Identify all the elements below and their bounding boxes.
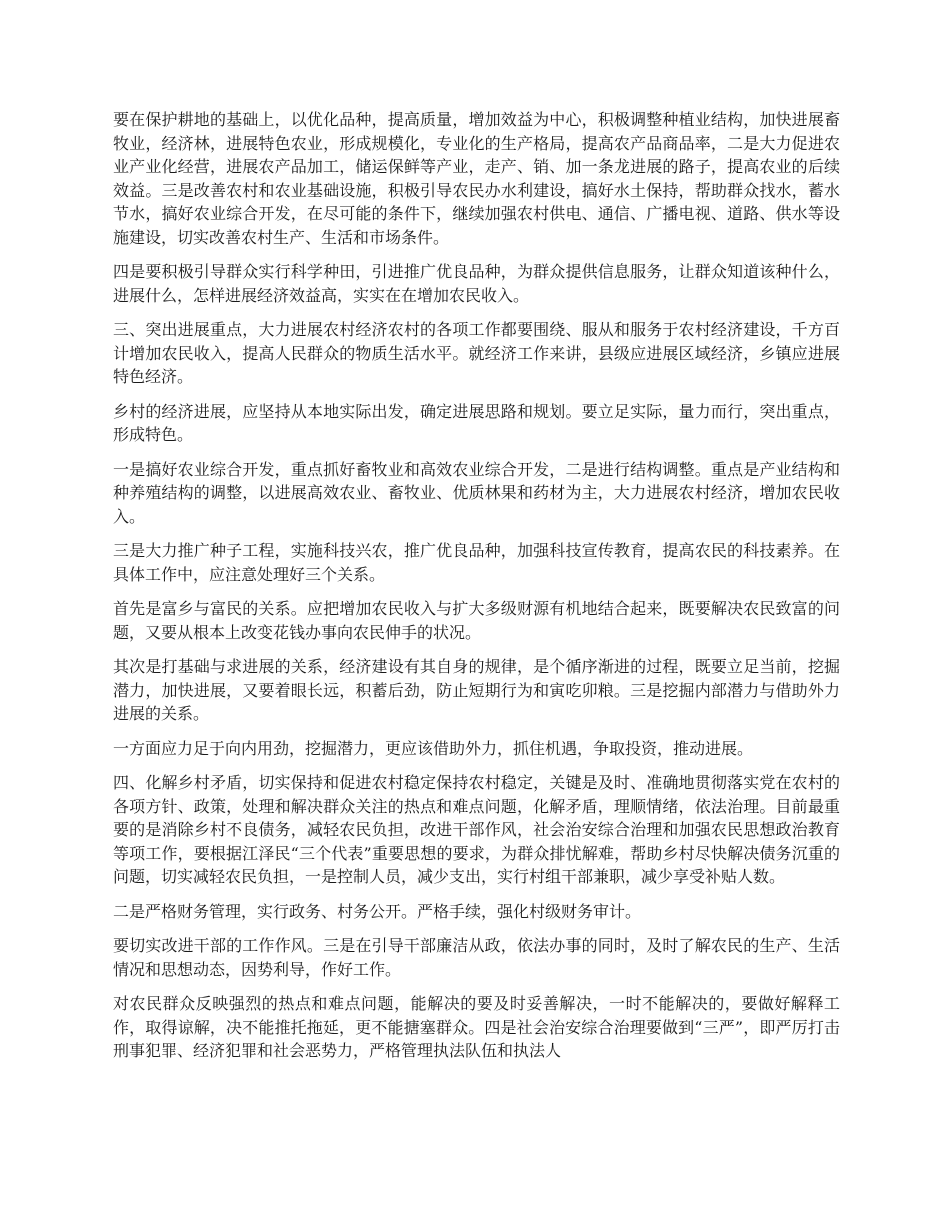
paragraph-3: 三、突出进展重点，大力进展农村经济农村的各项工作都要围绕、服从和服务于农村经济建设，千方百计增加农民收入，提高人民群众的物质生活水平。就经济工作来讲，县级应进展区域经济，乡镇应进展特色经济。 [113,320,840,386]
paragraph-10: 四、化解乡村矛盾，切实保持和促进农村稳定保持农村稳定，关键是及时、准确地贯彻落实党在农村的各项方针、政策，处理和解决群众关注的热点和难点问题，化解矛盾，理顺情绪，依法治理。目前最重要的是消除乡村不良债务，减轻农民负担，改进干部作风，社会治安综合治理和加强农民思想政治教育等项工作，要根据江泽民“三个代表”重要思想的要求，为群众排忧解难，帮助乡村尽快解决债务沉重的问题，切实减轻农民负担，一是控制人员，减少支出，实行村组干部兼职，减少享受补贴人数。 [113,773,840,886]
paragraph-12: 要切实改进干部的工作作风。三是在引导干部廉洁从政，依法办事的同时，及时了解农民的生产、生活情况和思想动态，因势利导，作好工作。 [113,936,840,979]
paragraph-1: 要在保护耕地的基础上，以优化品种，提高质量，增加效益为中心，积极调整种植业结构，加快进展畜牧业，经济林，进展特色农业，形成规模化，专业化的生产格局，提高农产品商品率，二是大力促进农业产业化经营，进展农产品加工，储运保鲜等产业，走产、销、加一条龙进展的路子，提高农业的后续效益。三是改善农村和农业基础设施，积极引导农民办水利建设，搞好水土保持，帮助群众找水，蓄水节水，搞好农业综合开发，在尽可能的条件下，继续加强农村供电、通信、广播电视、道路、供水等设施建设，切实改善农村生产、生活和市场条件。 [113,110,840,247]
paragraph-7: 首先是富乡与富民的关系。应把增加农民收入与扩大多级财源有机地结合起来，既要解决农民致富的问题，又要从根本上改变花钱办事向农民伸手的状况。 [113,599,840,642]
paragraph-2: 四是要积极引导群众实行科学种田，引进推广优良品种，为群众提供信息服务，让群众知道该种什么，进展什么，怎样进展经济效益高，实实在在增加农民收入。 [113,262,840,305]
paragraph-11: 二是严格财务管理，实行政务、村务公开。严格手续，强化村级财务审计。 [113,901,642,921]
paragraph-5: 一是搞好农业综合开发，重点抓好畜牧业和高效农业综合开发，二是进行结构调整。重点是产业结构和种养殖结构的调整，以进展高效农业、畜牧业、优质林果和药材为主，大力进展农村经济，增加农民收入。 [113,459,840,526]
paragraph-6: 三是大力推广种子工程，实施科技兴农，推广优良品种，加强科技宣传教育，提高农民的科技素养。在具体工作中，应注意处理好三个关系。 [113,541,840,584]
document-body [113,108,840,1074]
paragraph-13: 对农民群众反映强烈的热点和难点问题，能解决的要及时妥善解决，一时不能解决的，要做好解释工作，取得谅解，决不能推托拖延，更不能搪塞群众。四是社会治安综合治理要做到“三严”，即严厉打击刑事犯罪、经济犯罪和社会恶势力，严格管理执法队伍和执法人 [113,994,840,1060]
paragraph-9: 一方面应力足于向内用劲，挖掘潜力，更应该借助外力，抓住机遇，争取投资，推动进展。 [113,738,754,758]
paragraph-4: 乡村的经济进展，应坚持从本地实际出发，确定进展思路和规划。要立足实际，量力而行，突出重点，形成特色。 [113,401,840,444]
paragraph-8: 其次是打基础与求进展的关系，经济建设有其自身的规律，是个循序渐进的过程，既要立足当前，挖掘潜力，加快进展，又要着眼长远，积蓄后劲，防止短期行为和寅吃卯粮。三是挖掘内部潜力与借助外力进展的关系。 [113,657,840,723]
